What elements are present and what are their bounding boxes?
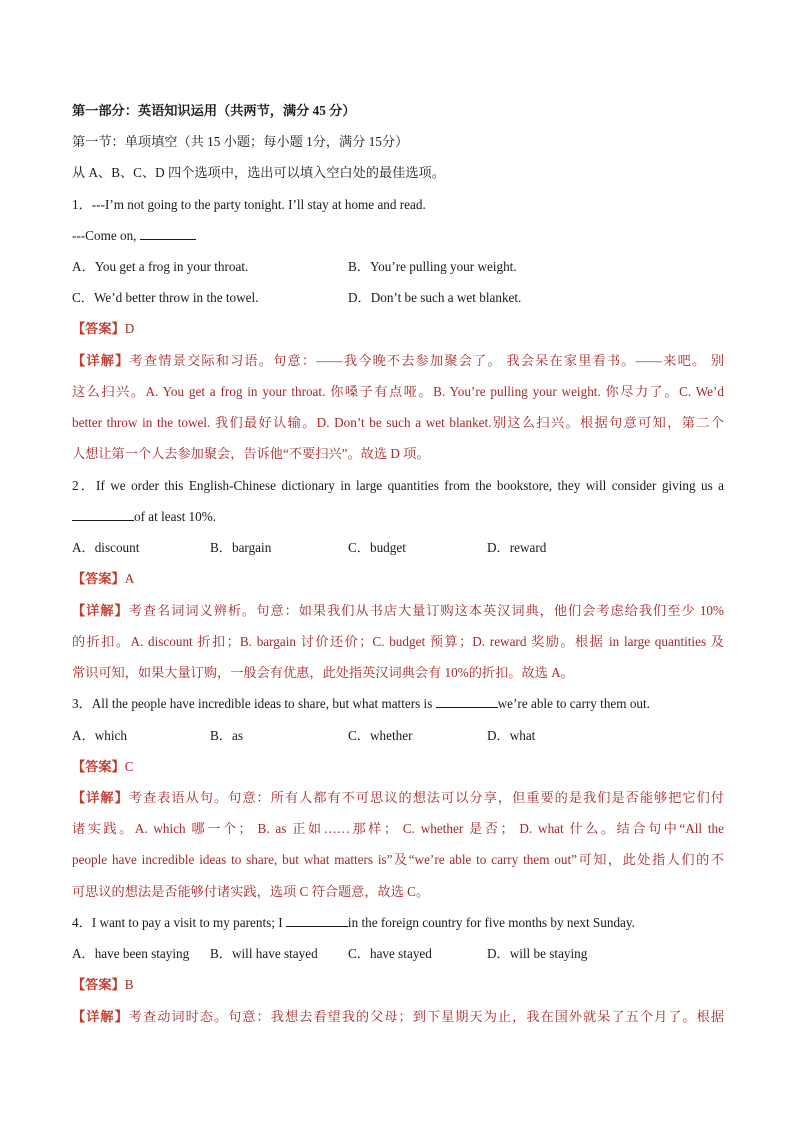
q1-detail-text1: 考查情景交际和习语。句意：——我今晚不去参加聚会了。 我会呆在家里看书。——来吧。 别 (129, 353, 725, 368)
q2-answer (72, 570, 724, 588)
q1-blank (140, 227, 196, 240)
q3-answer-tag: 【答案】 (72, 759, 125, 774)
q4-detail-tag: 【详解】 (72, 1009, 129, 1024)
part-title: 第一部分：英语知识运用（共两节，满分 45 分） (72, 103, 356, 118)
q4-answer-value: B (124, 977, 134, 992)
q3-blank (436, 695, 498, 708)
q2-detail-line2: 的折扣。A. discount 折扣；B. bargain 讨价还价；C. budget 预算；D. reward 奖励。根据 in large quantities 及 (72, 634, 724, 649)
q2-option-b: B．bargain (210, 540, 272, 555)
q4-option-a: A．have been staying (72, 946, 190, 961)
q2-stem-line2 (72, 508, 724, 526)
q4-blank (286, 914, 348, 927)
q1-stem-text: ---Come on, (72, 228, 140, 243)
q4-stem-text1: 4．I want to pay a visit to my parents; I (72, 915, 286, 930)
q3-detail-line3: people have incredible ideas to share, but what matters is”及“we’re able to carry them out”可知，此处指人们的不 (72, 852, 724, 867)
q3-stem-text1: 3．All the people have incredible ideas to share, but what matters is (72, 696, 436, 711)
q3-stem-text2: we’re able to carry them out. (497, 696, 650, 711)
q4-detail-text1: 考查动词时态。句意：我想去看望我的父母；到下星期天为止，我在国外就呆了五个月了。根据 (128, 1009, 725, 1024)
q4-option-c: C．have stayed (348, 946, 432, 961)
q1-option-d: D．Don’t be such a wet blanket. (348, 290, 522, 305)
q1-detail-line3: better throw in the towel. 我们最好认输。D. Don’t be such a wet blanket.别这么扫兴。根据句意可知，第二个 (72, 415, 724, 430)
q2-answer-tag: 【答案】 (72, 571, 125, 586)
q3-option-a: A．which (72, 728, 127, 743)
q2-detail-text1: 考查名词词义辨析。句意：如果我们从书店大量订购这本英汉词典，他们会考虑给我们至少 10% (128, 603, 724, 618)
q2-blank (72, 508, 134, 521)
q4-stem (72, 914, 724, 932)
q3-detail-line4: 可思议的想法是否能够付诸实践，选项 C 符合题意，故选 C。 (72, 884, 430, 899)
instruction: 从 A、B、C、D 四个选项中，选出可以填入空白处的最佳选项。 (72, 165, 445, 180)
q1-answer (72, 320, 724, 338)
q3-option-d: D．what (487, 728, 536, 743)
q4-answer-tag: 【答案】 (72, 977, 125, 992)
q2-option-d: D．reward (487, 540, 547, 555)
q4-detail-line1 (72, 1008, 724, 1026)
q4-answer (72, 976, 724, 994)
q2-stem-line1: 2．If we order this English-Chinese dictionary in large quantities from the bookstore, they will consider giving us a (72, 478, 724, 493)
q1-answer-tag: 【答案】 (72, 321, 125, 336)
q2-detail-tag: 【详解】 (72, 603, 129, 618)
q1-answer-value: D (124, 321, 135, 336)
q1-stem-line2 (72, 227, 724, 245)
q3-detail-text1: 考查表语从句。句意：所有人都有不可思议的想法可以分享，但重要的是我们是否能够把它们付 (128, 790, 725, 805)
q3-detail-tag: 【详解】 (72, 790, 129, 805)
q2-option-c: C．budget (348, 540, 406, 555)
q1-stem-line1: 1．---I’m not going to the party tonight. I’ll stay at home and read. (72, 197, 426, 212)
q1-detail-tag: 【详解】 (72, 353, 130, 368)
q1-detail-line1 (72, 352, 724, 370)
q4-option-d: D．will be staying (487, 946, 588, 961)
q2-detail-line1 (72, 602, 724, 620)
q4-stem-text2: in the foreign country for five months by next Sunday. (347, 915, 635, 930)
q3-detail-line2: 诸实践。A. which 哪一个； B. as 正如……那样； C. whether 是否； D. what 什么。结合句中“All the (72, 821, 724, 836)
q3-option-b: B．as (210, 728, 243, 743)
q1-detail-line4: 人想让第一个人去参加聚会，告诉他“不要扫兴”。故选 D 项。 (72, 446, 430, 461)
q3-answer-value: C (124, 759, 134, 774)
q3-stem (72, 695, 724, 713)
q1-option-a: A．You get a frog in your throat. (72, 259, 249, 274)
q3-option-c: C．whether (348, 728, 413, 743)
q2-stem-text: of at least 10%. (134, 509, 217, 524)
q1-option-b: B．You’re pulling your weight. (348, 259, 517, 274)
section-subtitle: 第一节：单项填空（共 15 小题；每小题 1分，满分 15分） (72, 134, 409, 149)
q1-option-c: C．We’d better throw in the towel. (72, 290, 259, 305)
q2-detail-line3: 常识可知，如果大量订购，一般会有优惠，此处指英汉词典会有 10%的折扣。故选 A。 (72, 665, 574, 680)
q2-option-a: A．discount (72, 540, 140, 555)
q2-answer-value: A (124, 571, 135, 586)
q3-detail-line1 (72, 789, 724, 807)
q1-detail-line2: 这么扫兴。A. You get a frog in your throat. 你嗓子有点哑。B. You’re pulling your weight. 你尽力了。C. We’d (72, 384, 724, 399)
q3-answer (72, 758, 724, 776)
q4-option-b: B．will have stayed (210, 946, 318, 961)
